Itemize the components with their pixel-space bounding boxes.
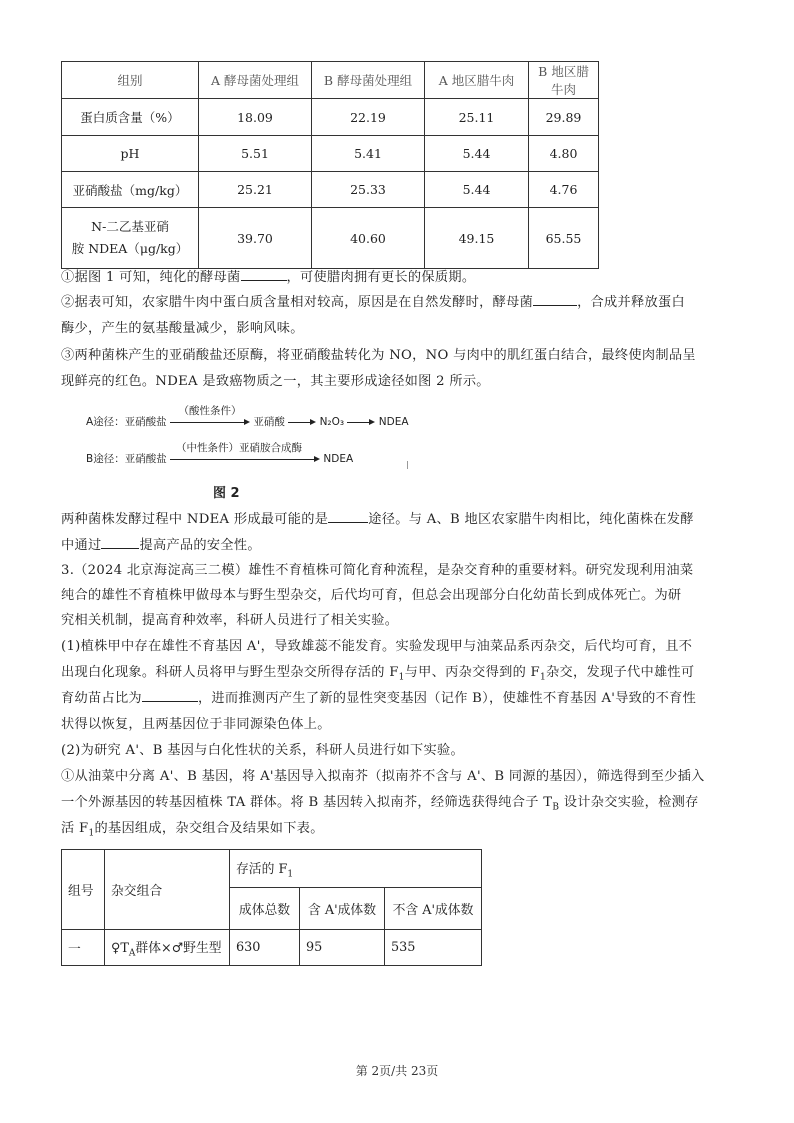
table-header: 含 A'成体数: [300, 888, 385, 930]
question-text: 提高产品的安全性。: [139, 538, 261, 553]
question-text: ，可使腊肉拥有更长的保质期。: [286, 270, 476, 285]
table-cell: 29.89: [529, 99, 599, 136]
question-text: 杂交，发现子代中雄性可: [546, 665, 695, 680]
arrow-condition: （中性条件）亚硝胺合成酶: [176, 442, 303, 454]
subscript: 1: [540, 672, 547, 683]
table-cell: [105, 930, 230, 966]
table-header: 成体总数: [230, 888, 300, 930]
table-cell: 25.21: [199, 172, 312, 208]
divider-mark: [407, 461, 408, 469]
figure-caption: 图 2: [213, 486, 240, 501]
answer-blank[interactable]: [241, 266, 287, 281]
table-cell: 4.80: [529, 136, 599, 172]
question-3-cont: 现鲜亮的红色。NDEA 是致癌物质之一，其主要形成途径如图 2 所示。: [61, 374, 490, 389]
question-text: 一个外源基因的转基因植株 TA 群体。将 B 基因转入拟南芥，经筛选获得纯合子 T: [61, 795, 553, 810]
table-cell: 4.76: [529, 172, 599, 208]
subscript: 1: [398, 672, 405, 683]
table-cell: 25.11: [425, 99, 529, 136]
question-text: 酶少，产生的氨基酸量减少，影响风味。: [61, 321, 304, 336]
table-header: 杂交组合: [105, 850, 230, 930]
arrow: [347, 417, 375, 427]
cell-text: ♀T: [111, 940, 129, 956]
question-text: ，合成并释放蛋白: [577, 295, 685, 310]
question-text: ②据表可知，农家腊牛肉中蛋白质含量相对较高，原因是在自然发酵时，酵母菌: [61, 295, 534, 310]
answer-blank[interactable]: [142, 687, 198, 702]
intermediate-label: 亚硝酸: [253, 416, 285, 428]
table-cell: 5.51: [199, 136, 312, 172]
table-header: B 地区腊牛肉: [529, 62, 599, 99]
row-label: pH: [62, 136, 199, 172]
question-text: 的基因组成，杂交组合及结果如下表。: [94, 821, 324, 836]
header-text: 存活的 F: [236, 861, 288, 877]
experiment-line: [61, 816, 701, 847]
question-4-cont: [61, 533, 701, 559]
question-text: ，进而推测丙产生了新的显性突变基因（记作 B），使雄性不育基因 A'导致的不育性: [197, 691, 697, 706]
question-text: 中通过: [61, 538, 102, 553]
question-text: 活 F: [61, 821, 89, 836]
table-cell: 一: [62, 930, 105, 966]
table-cell: 630: [230, 930, 300, 966]
answer-blank[interactable]: [101, 534, 139, 549]
table-cell: 18.09: [199, 99, 312, 136]
question-1: [61, 265, 701, 291]
question-2-cont: [61, 316, 701, 342]
table-cell: 95: [300, 930, 385, 966]
data-table-2: [61, 849, 482, 966]
experiment-line: ①从油菜中分离 A'、B 基因，将 A'基因导入拟南芥（拟南芥不含与 A'、B 同源的基因），筛选得到至少插入: [61, 769, 705, 784]
table-cell: 39.70: [199, 208, 312, 269]
table-row: [62, 99, 599, 136]
question-text: 途径。与 A、B 地区农家腊牛肉相比，纯化菌株在发酵: [368, 512, 694, 527]
row-label: 亚硝酸盐（mg/kg）: [62, 172, 199, 208]
row-label-line: 胺 NDEA（μg/kg）: [71, 241, 189, 256]
pathway-label: A途径：亚硝酸盐: [86, 416, 167, 428]
row-label-line: N-二乙基亚硝: [91, 219, 169, 234]
table-cell: 5.44: [425, 136, 529, 172]
answer-blank[interactable]: [328, 508, 368, 523]
answer-blank[interactable]: [533, 291, 577, 306]
question-text: 设计杂交实验，检测存: [559, 795, 699, 810]
pathway-a: [86, 405, 409, 429]
subscript: B: [552, 802, 560, 813]
pathway-b: [86, 442, 354, 466]
row-label: [62, 208, 199, 269]
subscript: A: [128, 948, 136, 959]
arrow-condition: （酸性条件）: [178, 405, 242, 417]
product-label: NDEA: [378, 416, 409, 428]
question-3: ③两种菌株产生的亚硝酸盐还原酶，将亚硝酸盐转化为 NO，NO 与肉中的肌红蛋白结合，最终使肉制品呈: [61, 348, 696, 363]
question-text: 与甲、丙杂交得到的 F: [404, 665, 541, 680]
question-intro-line: 3.（2024 北京海淀高三二模）雄性不育植株可简化育种流程，是杂交育种的重要材料。研究发现利用油菜: [61, 563, 694, 578]
subquestion-1: (1)植株甲中存在雄性不育基因 A'，导致雄蕊不能发育。实验发现甲与油菜品系丙杂交，后代均可育，且不: [61, 639, 693, 654]
subscript: 1: [88, 828, 95, 839]
question-4: [61, 507, 701, 533]
question-intro-line: 究相关机制，提高育种效率，科研人员进行了相关实验。: [61, 613, 399, 628]
arrow: [170, 405, 250, 427]
subquestion-1-cont: [61, 686, 701, 712]
data-table-1: [61, 61, 599, 269]
subquestion-2: (2)为研究 A'、B 基因与白化性状的关系，科研人员进行如下实验。: [61, 743, 464, 758]
subquestion-1-cont: 状得以恢复，且两基因位于非同源染色体上。: [61, 717, 331, 732]
table-header: 组号: [62, 850, 105, 930]
table-row: [62, 930, 482, 966]
question-text: 两种菌株发酵过程中 NDEA 形成最可能的是: [61, 512, 329, 527]
table-row: [62, 136, 599, 172]
table-cell: 5.44: [425, 172, 529, 208]
row-label: 蛋白质含量（%）: [62, 99, 199, 136]
table-cell: 65.55: [529, 208, 599, 269]
question-intro-line: 纯合的雄性不育植株甲做母本与野生型杂交，后代均可育，但总会出现部分白化幼苗长到成体死亡。为研: [61, 588, 682, 603]
table-cell: 25.33: [312, 172, 425, 208]
question-2: [61, 290, 701, 316]
table-row: [62, 208, 599, 269]
table-header: 组别: [62, 62, 199, 99]
table-cell: 5.41: [312, 136, 425, 172]
pathway-label: B途径：亚硝酸盐: [86, 453, 167, 465]
product-label: NDEA: [323, 453, 354, 465]
table-cell: 22.19: [312, 99, 425, 136]
table-header: A 地区腊牛肉: [425, 62, 529, 99]
subscript: 1: [287, 869, 294, 880]
table-header: B 酵母菌处理组: [312, 62, 425, 99]
cell-text: 群体×♂野生型: [135, 940, 222, 956]
table-header: A 酵母菌处理组: [199, 62, 312, 99]
table-cell: 49.15: [425, 208, 529, 269]
table-cell: 40.60: [312, 208, 425, 269]
question-text: 出现白化现象。科研人员将甲与野生型杂交所得存活的 F: [61, 665, 399, 680]
table-cell: 535: [385, 930, 482, 966]
table-header: [230, 850, 482, 888]
arrow: [170, 442, 320, 464]
question-text: 育幼苗占比为: [61, 691, 142, 706]
arrow: [288, 417, 316, 427]
intermediate-label: N₂O₃: [319, 416, 345, 428]
table-row: [62, 172, 599, 208]
page-footer: 第 2页/共 23页: [355, 1064, 439, 1078]
table-header: 不含 A'成体数: [385, 888, 482, 930]
question-text: ①据图 1 可知，纯化的酵母菌: [61, 270, 241, 285]
